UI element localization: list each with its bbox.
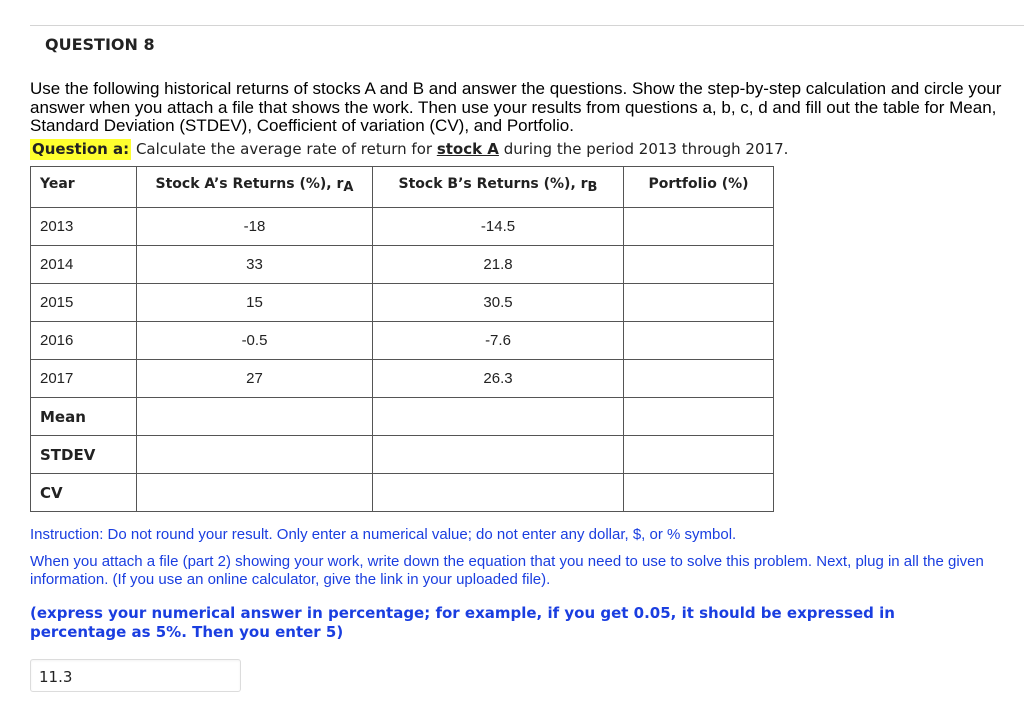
row-label-cv: CV [31,474,137,512]
cell-year: 2016 [31,322,137,360]
cell-empty [624,398,774,436]
row-label-mean: Mean [31,398,137,436]
question-intro: Use the following historical returns of stocks A and B and answer the questions. Show the step-by-step calculation and circle your answer when you attach a file that shows the work. Then use your results from questions a, b, c, d and fill out the table for Mean, Standard Deviation (STDEV), Coefficient of variation (CV), and Portfolio. [30,79,1002,135]
instruction-text: Instruction: Do not round your result. Only enter a numerical value; do not enter any dollar, $, or % symbol. [30,526,737,543]
cell-stock-a: -0.5 [137,322,373,360]
attach-file-instruction: When you attach a file (part 2) showing your work, write down the equation that you need to use to solve this problem. Next, plug in all the given information. (If you use an online calculator, give the link in your uploaded file). [30,553,984,588]
cell-stock-a: 27 [137,360,373,398]
header-stock-a-sub: A [343,180,354,195]
cell-empty [373,436,624,474]
cell-year: 2013 [31,208,137,246]
cell-portfolio [624,246,774,284]
row-label-stdev: STDEV [31,436,137,474]
question-a-text-after: during the period 2013 through 2017. [498,140,789,158]
header-stock-b-sub: B [587,180,598,195]
question-a-text-before: Calculate the average rate of return for [131,140,437,158]
table-row [31,284,774,322]
cell-empty [137,474,373,512]
cell-year: 2017 [31,360,137,398]
cell-empty [624,474,774,512]
cell-portfolio [624,360,774,398]
table-row [31,360,774,398]
table-row [31,208,774,246]
cell-stock-a: -18 [137,208,373,246]
cell-empty [373,398,624,436]
cell-stock-b: 30.5 [373,284,624,322]
cell-portfolio [624,284,774,322]
header-stock-b-text: Stock B’s Returns (%), r [398,176,588,192]
header-stock-a [137,167,373,208]
table-row [31,322,774,360]
table-header-row [31,167,774,208]
cell-year: 2014 [31,246,137,284]
cell-stock-b: 26.3 [373,360,624,398]
cell-empty [624,436,774,474]
cell-empty [137,436,373,474]
top-divider [30,25,1024,26]
question-title: QUESTION 8 [45,35,155,54]
cell-stock-a: 15 [137,284,373,322]
cell-stock-b: -14.5 [373,208,624,246]
returns-table [30,166,774,512]
question-a [30,140,788,158]
header-stock-b [373,167,624,208]
cell-empty [373,474,624,512]
cell-portfolio [624,322,774,360]
cell-empty [137,398,373,436]
cell-stock-b: -7.6 [373,322,624,360]
header-year: Year [31,167,137,208]
cell-stock-b: 21.8 [373,246,624,284]
header-portfolio: Portfolio (%) [624,167,774,208]
table-row-stdev [31,436,774,474]
cell-year: 2015 [31,284,137,322]
cell-portfolio [624,208,774,246]
header-stock-a-text: Stock A’s Returns (%), r [155,176,344,192]
table-row-cv [31,474,774,512]
cell-stock-a: 33 [137,246,373,284]
question-a-emphasis: stock A [436,140,499,158]
table-row-mean [31,398,774,436]
table-row [31,246,774,284]
question-a-label: Question a: [32,140,130,158]
express-note: (express your numerical answer in percentage; for example, if you get 0.05, it should be expressed in percentage as 5%. Then you enter 5) [30,604,895,641]
answer-input[interactable]: 11.3 [30,659,241,692]
